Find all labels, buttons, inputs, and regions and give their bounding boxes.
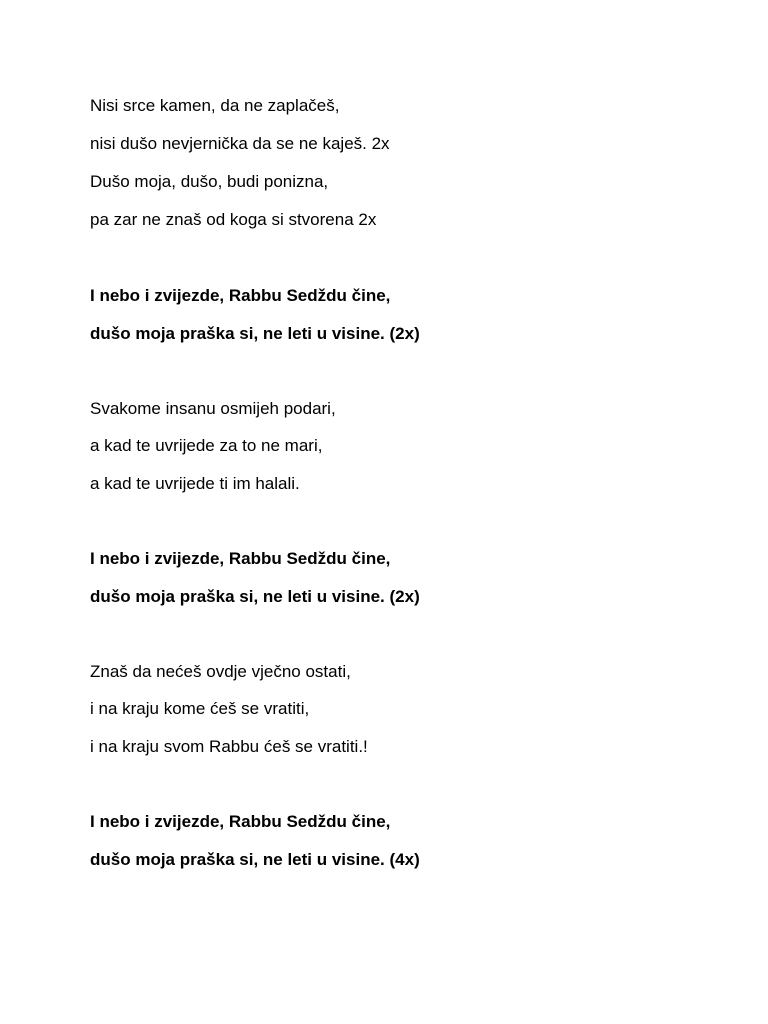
chorus1-line1: I nebo i zvijezde, Rabbu Sedždu čine, — [90, 286, 391, 305]
chorus1-line2: dušo moja praška si, ne leti u visine. (2x) — [90, 324, 420, 343]
stanza2-line2: a kad te uvrijede za to ne mari, — [90, 436, 323, 455]
stanza3-line1: Znaš da nećeš ovdje vječno ostati, — [90, 662, 351, 681]
stanza1-line1: Nisi srce kamen, da ne zaplačeš, — [90, 96, 340, 115]
stanza3-line2: i na kraju kome ćeš se vratiti, — [90, 699, 310, 718]
stanza1-line2: nisi dušo nevjernička da se ne kaješ. 2x — [90, 134, 390, 153]
stanza2-line1: Svakome insanu osmijeh podari, — [90, 399, 336, 418]
stanza2-line3: a kad te uvrijede ti im halali. — [90, 474, 300, 493]
stanza1-line4: pa zar ne znaš od koga si stvorena 2x — [90, 210, 377, 229]
chorus2-line2: dušo moja praška si, ne leti u visine. (2x) — [90, 587, 420, 606]
chorus3-line1: I nebo i zvijezde, Rabbu Sedždu čine, — [90, 812, 391, 831]
chorus3-line2: dušo moja praška si, ne leti u visine. (4x) — [90, 850, 420, 869]
stanza1-line3: Dušo moja, dušo, budi ponizna, — [90, 172, 329, 191]
chorus2-line1: I nebo i zvijezde, Rabbu Sedždu čine, — [90, 549, 391, 568]
stanza3-line3: i na kraju svom Rabbu ćeš se vratiti.! — [90, 737, 368, 756]
